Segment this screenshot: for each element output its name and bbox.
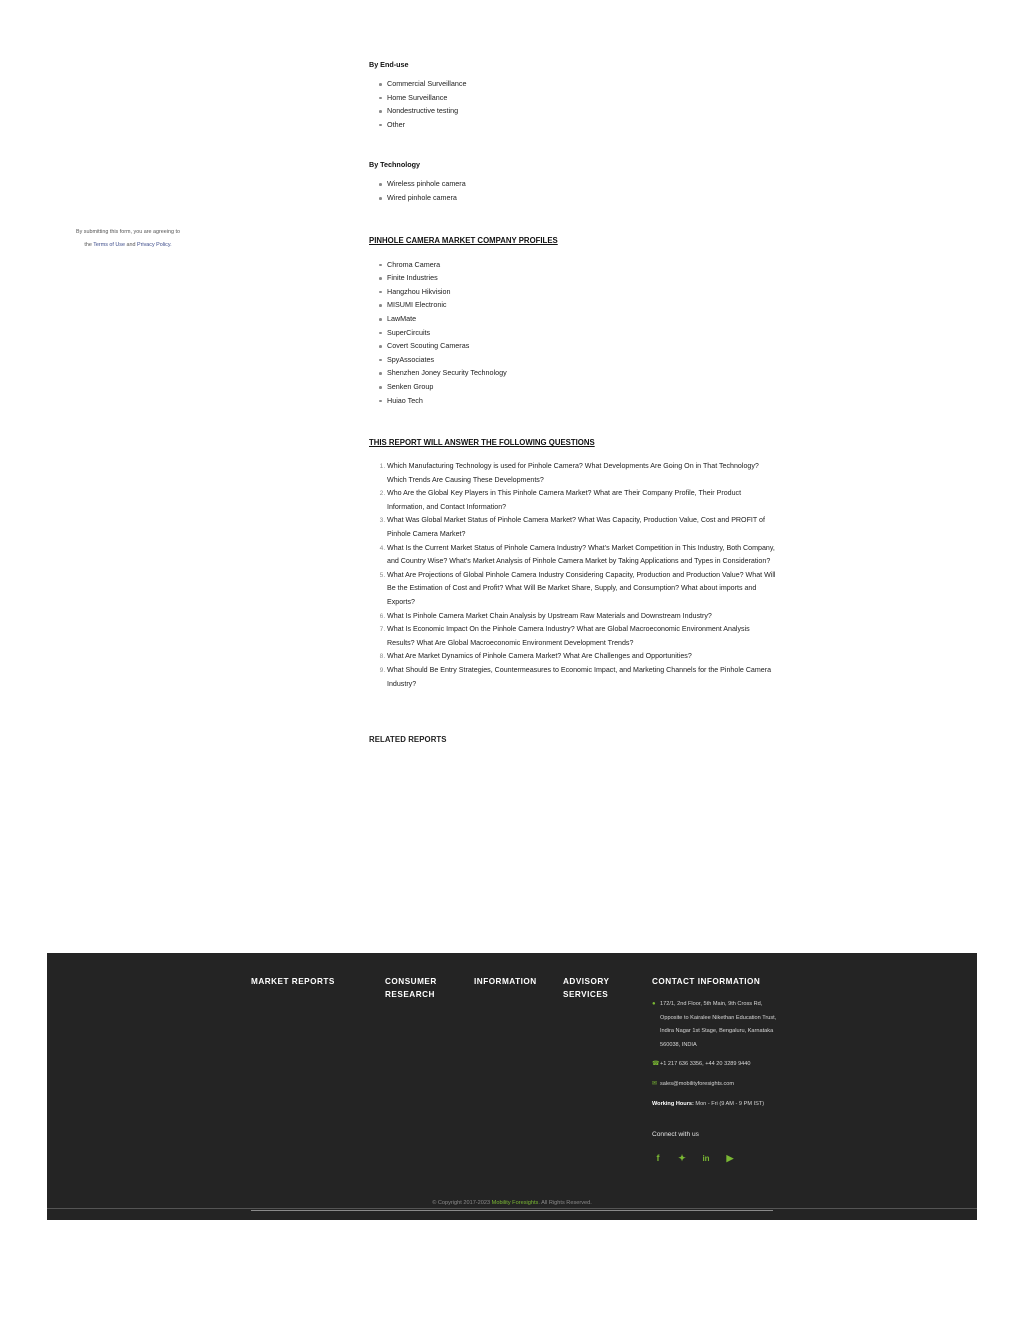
facebook-icon[interactable]: f <box>656 1152 660 1163</box>
question-item: 8. What Are Market Dynamics of Pinhole Camera Market? What Are Challenges and Opportunities? <box>387 650 779 664</box>
linkedin-icon[interactable]: in <box>702 1153 710 1163</box>
list-item: Hangzhou Hikvision <box>379 285 779 299</box>
list-item: LawMate <box>379 312 779 326</box>
site-footer <box>47 953 977 1220</box>
list-item: Home Surveillance <box>379 91 779 105</box>
footer-link-market-reports[interactable]: MARKET REPORTS <box>251 977 335 986</box>
disclaimer-prefix: the <box>84 242 94 248</box>
by-technology-heading: By Technology <box>369 160 420 170</box>
phone-text[interactable]: +1 217 636 3356, +44 20 3289 9440 <box>660 1061 751 1068</box>
company-profiles-heading: PINHOLE CAMERA MARKET COMPANY PROFILES <box>369 235 558 245</box>
address-row <box>652 998 777 1052</box>
report-content <box>369 60 779 744</box>
twitter-icon[interactable]: ✦ <box>678 1152 686 1163</box>
working-hours-value: Mon - Fri (9 AM - 9 PM IST) <box>693 1100 765 1107</box>
copyright-text <box>47 1200 977 1206</box>
list-item: Covert Scouting Cameras <box>379 339 779 353</box>
report-questions-list <box>369 460 779 691</box>
question-item: 1. Which Manufacturing Technology is used for Pinhole Camera? What Developments Are Going On in That Technology? Which Trends Are Causing These Developments? <box>387 460 779 487</box>
disclaimer-and: and <box>125 242 137 248</box>
working-hours-label: Working Hours: <box>652 1100 694 1107</box>
connect-with-us: Connect with us <box>652 1131 699 1139</box>
footer-link-advisory-services[interactable]: ADVISORY SERVICES <box>563 977 610 999</box>
disclaimer-line-1: By submitting this form, you are agreeing to <box>76 229 180 235</box>
copyright-prefix: © Copyright 2017-2023 <box>432 1200 492 1206</box>
question-item: 3. What Was Global Market Status of Pinhole Camera Market? What Was Capacity, Production Value, Cost and PROFIT of Pinhole Camera Market? <box>387 514 779 541</box>
working-hours <box>652 1098 777 1112</box>
list-item: SuperCircuits <box>379 326 779 340</box>
list-item: Nondestructive testing <box>379 104 779 118</box>
report-questions-heading: THIS REPORT WILL ANSWER THE FOLLOWING QUESTIONS <box>369 438 595 448</box>
question-item: 2. Who Are the Global Key Players in This Pinhole Camera Market? What are Their Company Profile, Their Product Information, and Contact Information? <box>387 487 779 514</box>
social-links <box>652 1152 777 1166</box>
by-end-use-heading: By End-use <box>369 60 409 69</box>
list-item: Huiao Tech <box>379 394 779 408</box>
list-item: Wired pinhole camera <box>379 191 779 205</box>
question-item: 4. What Is the Current Market Status of Pinhole Camera Industry? What’s Market Competition in This Industry, Both Company, and Country Wise? What’s Market Analysis of Pinhole Camera Market by Taking Applications and Types in Consideration? <box>387 542 779 569</box>
footer-link-consumer-research[interactable]: CONSUMER RESEARCH <box>385 977 437 999</box>
copyright-suffix: . All Rights Reserved. <box>538 1200 592 1206</box>
disclaimer-line-2 <box>62 239 194 252</box>
envelope-icon: ✉ <box>652 1080 658 1087</box>
company-profiles-list <box>369 258 779 408</box>
question-item: 6. What Is Pinhole Camera Market Chain Analysis by Upstream Raw Materials and Downstream Industry? <box>387 610 779 624</box>
list-item: SpyAssociates <box>379 353 779 367</box>
footer-rule <box>251 1210 773 1211</box>
question-item: 9. What Should Be Entry Strategies, Countermeasures to Economic Impact, and Marketing Channels for the Pinhole Camera Industry? <box>387 664 779 691</box>
footer-divider <box>47 1208 977 1209</box>
phone-row[interactable] <box>652 1058 777 1072</box>
technology-list <box>369 177 779 204</box>
question-item: 5. What Are Projections of Global Pinhole Camera Industry Considering Capacity, Production and Production Value? What Will Be the Estimation of Cost and Profit? What Will Be Market Share, Supply, and Consumption? What about imports and Exports? <box>387 569 779 610</box>
address-text: 172/1, 2nd Floor, 5th Main, 9th Cross Rd, Opposite to Kairalee Nikethan Education Trust, Indira Nagar 1st Stage, Bengaluru, Karnataka 560038, INDIA <box>660 1001 777 1048</box>
list-item: Commercial Surveillance <box>379 77 779 91</box>
terms-of-use-link[interactable]: Terms of Use <box>93 242 125 248</box>
form-disclaimer <box>62 226 194 252</box>
phone-icon: ☎ <box>652 1061 660 1068</box>
location-pin-icon: ● <box>652 1001 656 1007</box>
list-item: Shenzhen Joney Security Technology <box>379 366 779 380</box>
footer-link-information[interactable]: INFORMATION <box>474 977 537 986</box>
related-reports-heading: RELATED REPORTS <box>369 735 447 745</box>
end-use-list <box>369 77 779 131</box>
youtube-icon[interactable]: ▶ <box>726 1152 734 1163</box>
list-item: Finite Industries <box>379 271 779 285</box>
list-item: Wireless pinhole camera <box>379 177 779 191</box>
privacy-policy-link[interactable]: Privacy Policy. <box>137 242 172 248</box>
brand-link[interactable]: Mobility Foresights <box>491 1200 539 1206</box>
list-item: Other <box>379 118 779 132</box>
email-text[interactable]: sales@mobilityforesights.com <box>660 1080 735 1087</box>
list-item: MISUMI Electronic <box>379 298 779 312</box>
contact-block <box>652 998 777 1165</box>
email-row[interactable] <box>652 1078 777 1092</box>
list-item: Chroma Camera <box>379 258 779 272</box>
list-item: Senken Group <box>379 380 779 394</box>
contact-information-heading: CONTACT INFORMATION <box>652 977 761 986</box>
question-item: 7. What Is Economic Impact On the Pinhole Camera Industry? What are Global Macroeconomic Environment Analysis Results? What Are Global Macroeconomic Environment Development Trends? <box>387 623 779 650</box>
